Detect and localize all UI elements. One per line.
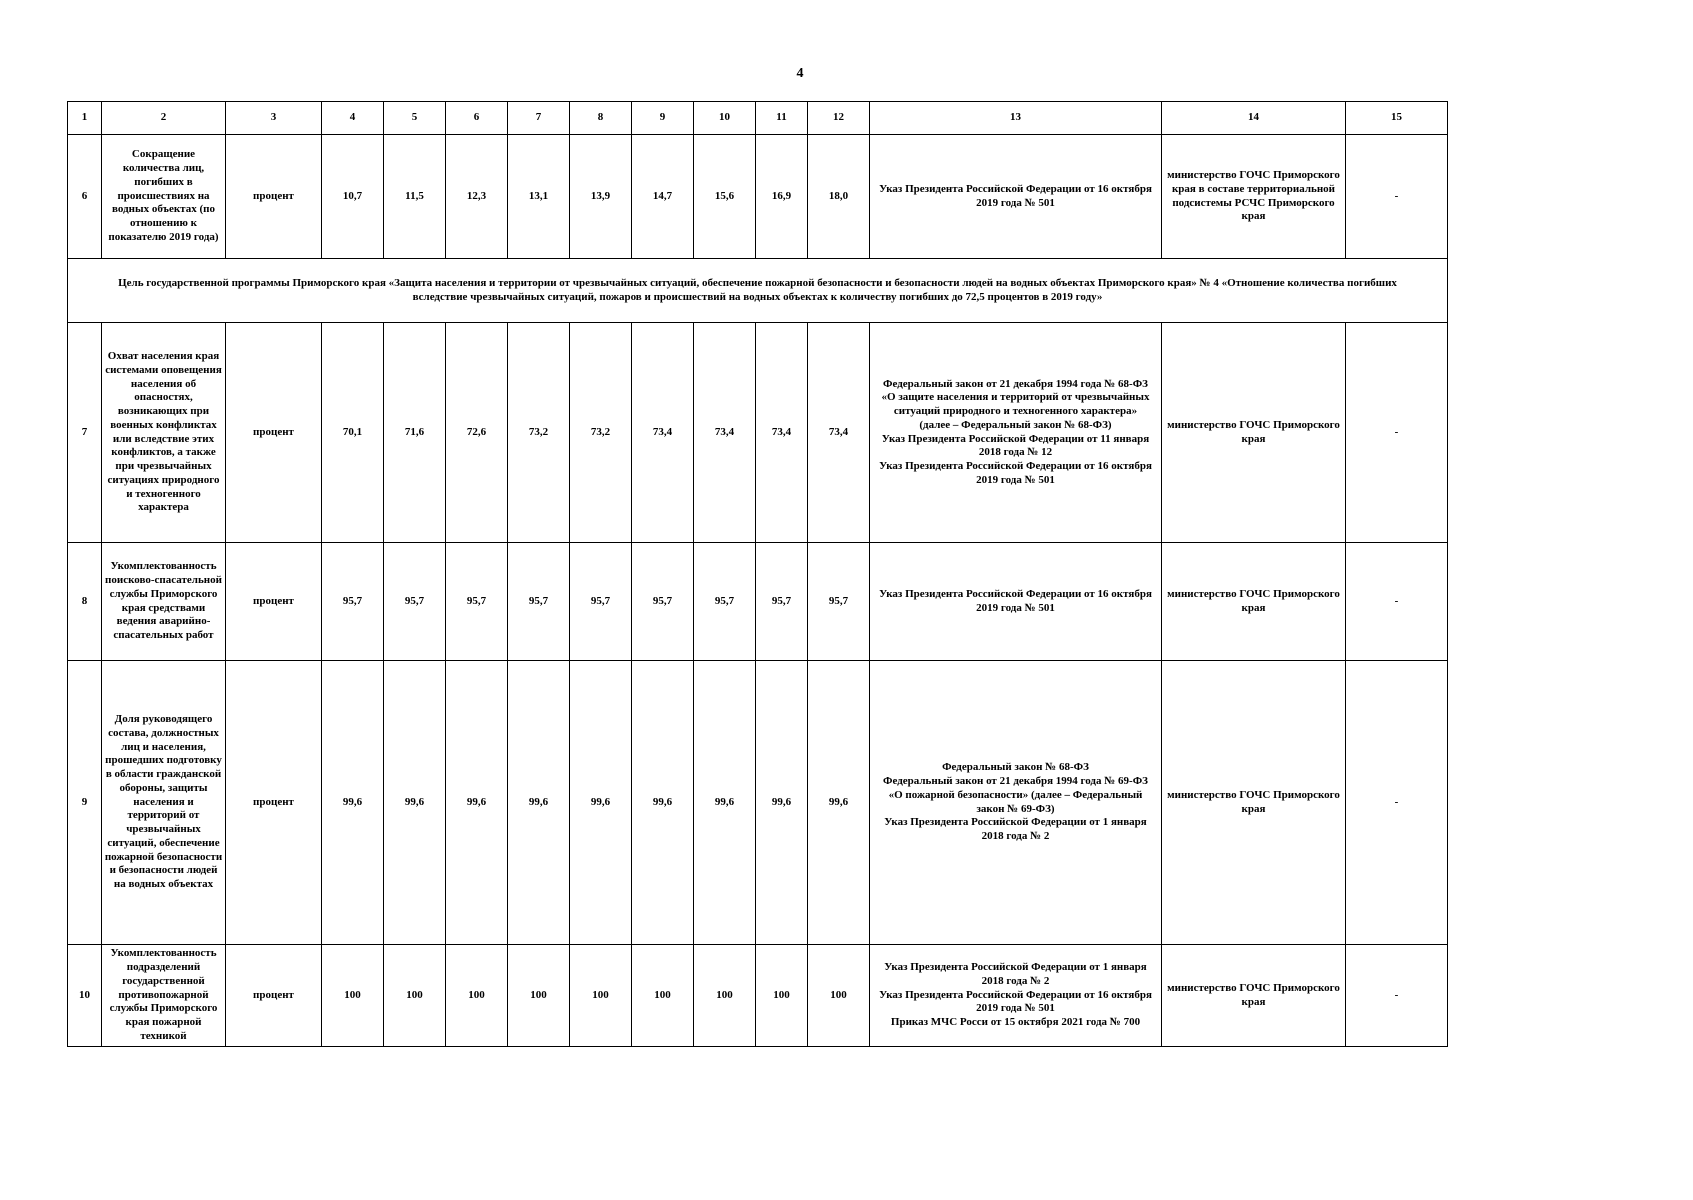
value-cell: 16,9 bbox=[756, 135, 808, 259]
legal-basis bbox=[870, 323, 1162, 543]
value-cell: 99,6 bbox=[694, 661, 756, 945]
value-cell: 99,6 bbox=[808, 661, 870, 945]
legal-basis-line: Указ Президента Российской Федерации от 11 января 2018 года № 12 bbox=[881, 432, 1150, 459]
value-cell: 95,7 bbox=[384, 543, 446, 661]
indicator-name: Укомплектованность поисково-спасательной службы Приморского края средствами ведения аварийно-спасательных работ bbox=[102, 543, 226, 661]
row-number: 10 bbox=[68, 945, 102, 1047]
value-cell: 15,6 bbox=[694, 135, 756, 259]
unit: процент bbox=[226, 945, 322, 1047]
value-cell: 99,6 bbox=[322, 661, 384, 945]
value-cell: 95,7 bbox=[508, 543, 570, 661]
value-cell: 95,7 bbox=[570, 543, 632, 661]
indicator-name: Укомплектованность подразделений государственной противопожарной службы Приморского края пожарной техникой bbox=[102, 945, 226, 1047]
value-cell: 73,4 bbox=[756, 323, 808, 543]
value-cell: 73,4 bbox=[808, 323, 870, 543]
column-number: 3 bbox=[226, 102, 322, 135]
unit: процент bbox=[226, 543, 322, 661]
value-cell: 13,1 bbox=[508, 135, 570, 259]
column-number: 6 bbox=[446, 102, 508, 135]
value-cell: 73,2 bbox=[570, 323, 632, 543]
value-cell: 95,7 bbox=[446, 543, 508, 661]
value-cell: 100 bbox=[632, 945, 694, 1047]
legal-basis-line: «О защите населения и территорий от чрезвычайных ситуаций природного и техногенного характера» (далее – Федеральный закон № 68-ФЗ) bbox=[881, 391, 1150, 431]
unit: процент bbox=[226, 135, 322, 259]
legal-basis-line: Указ Президента Российской Федерации от 16 октября 2019 года № 501 bbox=[879, 988, 1152, 1015]
value-cell: 12,3 bbox=[446, 135, 508, 259]
table-row bbox=[68, 135, 1448, 259]
value-cell: 95,7 bbox=[694, 543, 756, 661]
value-cell: 70,1 bbox=[322, 323, 384, 543]
legal-basis-line: Федеральный закон от 21 декабря 1994 года № 69-ФЗ bbox=[883, 775, 1148, 787]
column-number: 13 bbox=[870, 102, 1162, 135]
table-row bbox=[68, 323, 1448, 543]
column-number: 11 bbox=[756, 102, 808, 135]
row-number: 6 bbox=[68, 135, 102, 259]
value-cell: 10,7 bbox=[322, 135, 384, 259]
table-row bbox=[68, 945, 1448, 1047]
legal-basis bbox=[870, 543, 1162, 661]
column-number: 5 bbox=[384, 102, 446, 135]
unit: процент bbox=[226, 323, 322, 543]
column-number-header-row bbox=[68, 102, 1448, 135]
column-number: 14 bbox=[1162, 102, 1346, 135]
note-cell: - bbox=[1346, 543, 1448, 661]
responsible-body: министерство ГОЧС Приморского края bbox=[1162, 543, 1346, 661]
column-number: 10 bbox=[694, 102, 756, 135]
value-cell: 100 bbox=[446, 945, 508, 1047]
value-cell: 100 bbox=[322, 945, 384, 1047]
value-cell: 100 bbox=[384, 945, 446, 1047]
responsible-body: министерство ГОЧС Приморского края bbox=[1162, 661, 1346, 945]
program-goal-text: Цель государственной программы Приморского края «Защита населения и территории от чрезвычайных ситуаций, обеспечение пожарной безопасности и безопасности людей на водных объектах Приморского края» № 4 «Отношение количества погибших вследствие чрезвычайных ситуаций, пожаров и происшествий на водных объектах к количеству погибших до 72,5 процентов в 2019 году» bbox=[68, 259, 1448, 323]
legal-basis-line: Приказ МЧС Росси от 15 октября 2021 года № 700 bbox=[890, 1016, 1141, 1029]
legal-basis-line: «О пожарной безопасности» (далее – Федеральный закон № 69-ФЗ) bbox=[888, 788, 1143, 815]
legal-basis-line: Указ Президента Российской Федерации от 1 января 2018 года № 2 bbox=[884, 816, 1147, 842]
row-number: 7 bbox=[68, 323, 102, 543]
value-cell: 100 bbox=[756, 945, 808, 1047]
column-number: 2 bbox=[102, 102, 226, 135]
value-cell: 71,6 bbox=[384, 323, 446, 543]
value-cell: 11,5 bbox=[384, 135, 446, 259]
legal-basis-line: Федеральный закон № 68-ФЗ bbox=[942, 761, 1089, 774]
note-cell: - bbox=[1346, 945, 1448, 1047]
indicator-name: Охват населения края системами оповещения населения об опасностях, возникающих при военных конфликтах или вследствие этих конфликтов, а также при чрезвычайных ситуациях природного и техногенного характера bbox=[102, 323, 226, 543]
row-number: 9 bbox=[68, 661, 102, 945]
legal-basis-line: Указ Президента Российской Федерации от 1 января 2018 года № 2 bbox=[884, 961, 1147, 987]
value-cell: 18,0 bbox=[808, 135, 870, 259]
legal-basis-line: Федеральный закон от 21 декабря 1994 года № 68-ФЗ bbox=[883, 377, 1148, 390]
legal-basis bbox=[870, 945, 1162, 1047]
value-cell: 99,6 bbox=[508, 661, 570, 945]
responsible-body: министерство ГОЧС Приморского края в составе территориальной подсистемы РСЧС Приморского края bbox=[1162, 135, 1346, 259]
value-cell: 100 bbox=[508, 945, 570, 1047]
indicator-name: Доля руководящего состава, должностных лиц и населения, прошедших подготовку в области гражданской обороны, защиты населения и территорий от чрезвычайных ситуаций, обеспечение пожарной безопасности и безопасности людей на водных объектах bbox=[102, 661, 226, 945]
page-number: 4 bbox=[796, 66, 804, 81]
value-cell: 73,4 bbox=[632, 323, 694, 543]
responsible-body: министерство ГОЧС Приморского края bbox=[1162, 323, 1346, 543]
table-row bbox=[68, 661, 1448, 945]
indicators-table bbox=[67, 101, 1448, 1047]
column-number: 8 bbox=[570, 102, 632, 135]
value-cell: 72,6 bbox=[446, 323, 508, 543]
goal-row bbox=[68, 259, 1448, 323]
legal-basis-line: Указ Президента Российской Федерации от 16 октября 2019 года № 501 bbox=[879, 182, 1152, 209]
note-cell: - bbox=[1346, 661, 1448, 945]
value-cell: 99,6 bbox=[756, 661, 808, 945]
legal-basis-line: Указ Президента Российской Федерации от 16 октября 2019 года № 501 bbox=[879, 587, 1152, 614]
legal-basis-line: Указ Президента Российской Федерации от 16 октября 2019 года № 501 bbox=[879, 460, 1152, 486]
value-cell: 95,7 bbox=[322, 543, 384, 661]
responsible-body: министерство ГОЧС Приморского края bbox=[1162, 945, 1346, 1047]
column-number: 9 bbox=[632, 102, 694, 135]
value-cell: 99,6 bbox=[384, 661, 446, 945]
row-number: 8 bbox=[68, 543, 102, 661]
column-number: 7 bbox=[508, 102, 570, 135]
value-cell: 100 bbox=[694, 945, 756, 1047]
value-cell: 14,7 bbox=[632, 135, 694, 259]
value-cell: 95,7 bbox=[808, 543, 870, 661]
column-number: 12 bbox=[808, 102, 870, 135]
value-cell: 95,7 bbox=[632, 543, 694, 661]
note-cell: - bbox=[1346, 135, 1448, 259]
value-cell: 99,6 bbox=[446, 661, 508, 945]
note-cell: - bbox=[1346, 323, 1448, 543]
value-cell: 100 bbox=[808, 945, 870, 1047]
value-cell: 13,9 bbox=[570, 135, 632, 259]
value-cell: 100 bbox=[570, 945, 632, 1047]
column-number: 1 bbox=[68, 102, 102, 135]
unit: процент bbox=[226, 661, 322, 945]
indicator-name: Сокращение количества лиц, погибших в происшествиях на водных объектах (по отношению к показателю 2019 года) bbox=[102, 135, 226, 259]
column-number: 4 bbox=[322, 102, 384, 135]
value-cell: 73,4 bbox=[694, 323, 756, 543]
value-cell: 95,7 bbox=[756, 543, 808, 661]
table-row bbox=[68, 543, 1448, 661]
value-cell: 99,6 bbox=[632, 661, 694, 945]
legal-basis bbox=[870, 135, 1162, 259]
value-cell: 99,6 bbox=[570, 661, 632, 945]
column-number: 15 bbox=[1346, 102, 1448, 135]
value-cell: 73,2 bbox=[508, 323, 570, 543]
legal-basis bbox=[870, 661, 1162, 945]
